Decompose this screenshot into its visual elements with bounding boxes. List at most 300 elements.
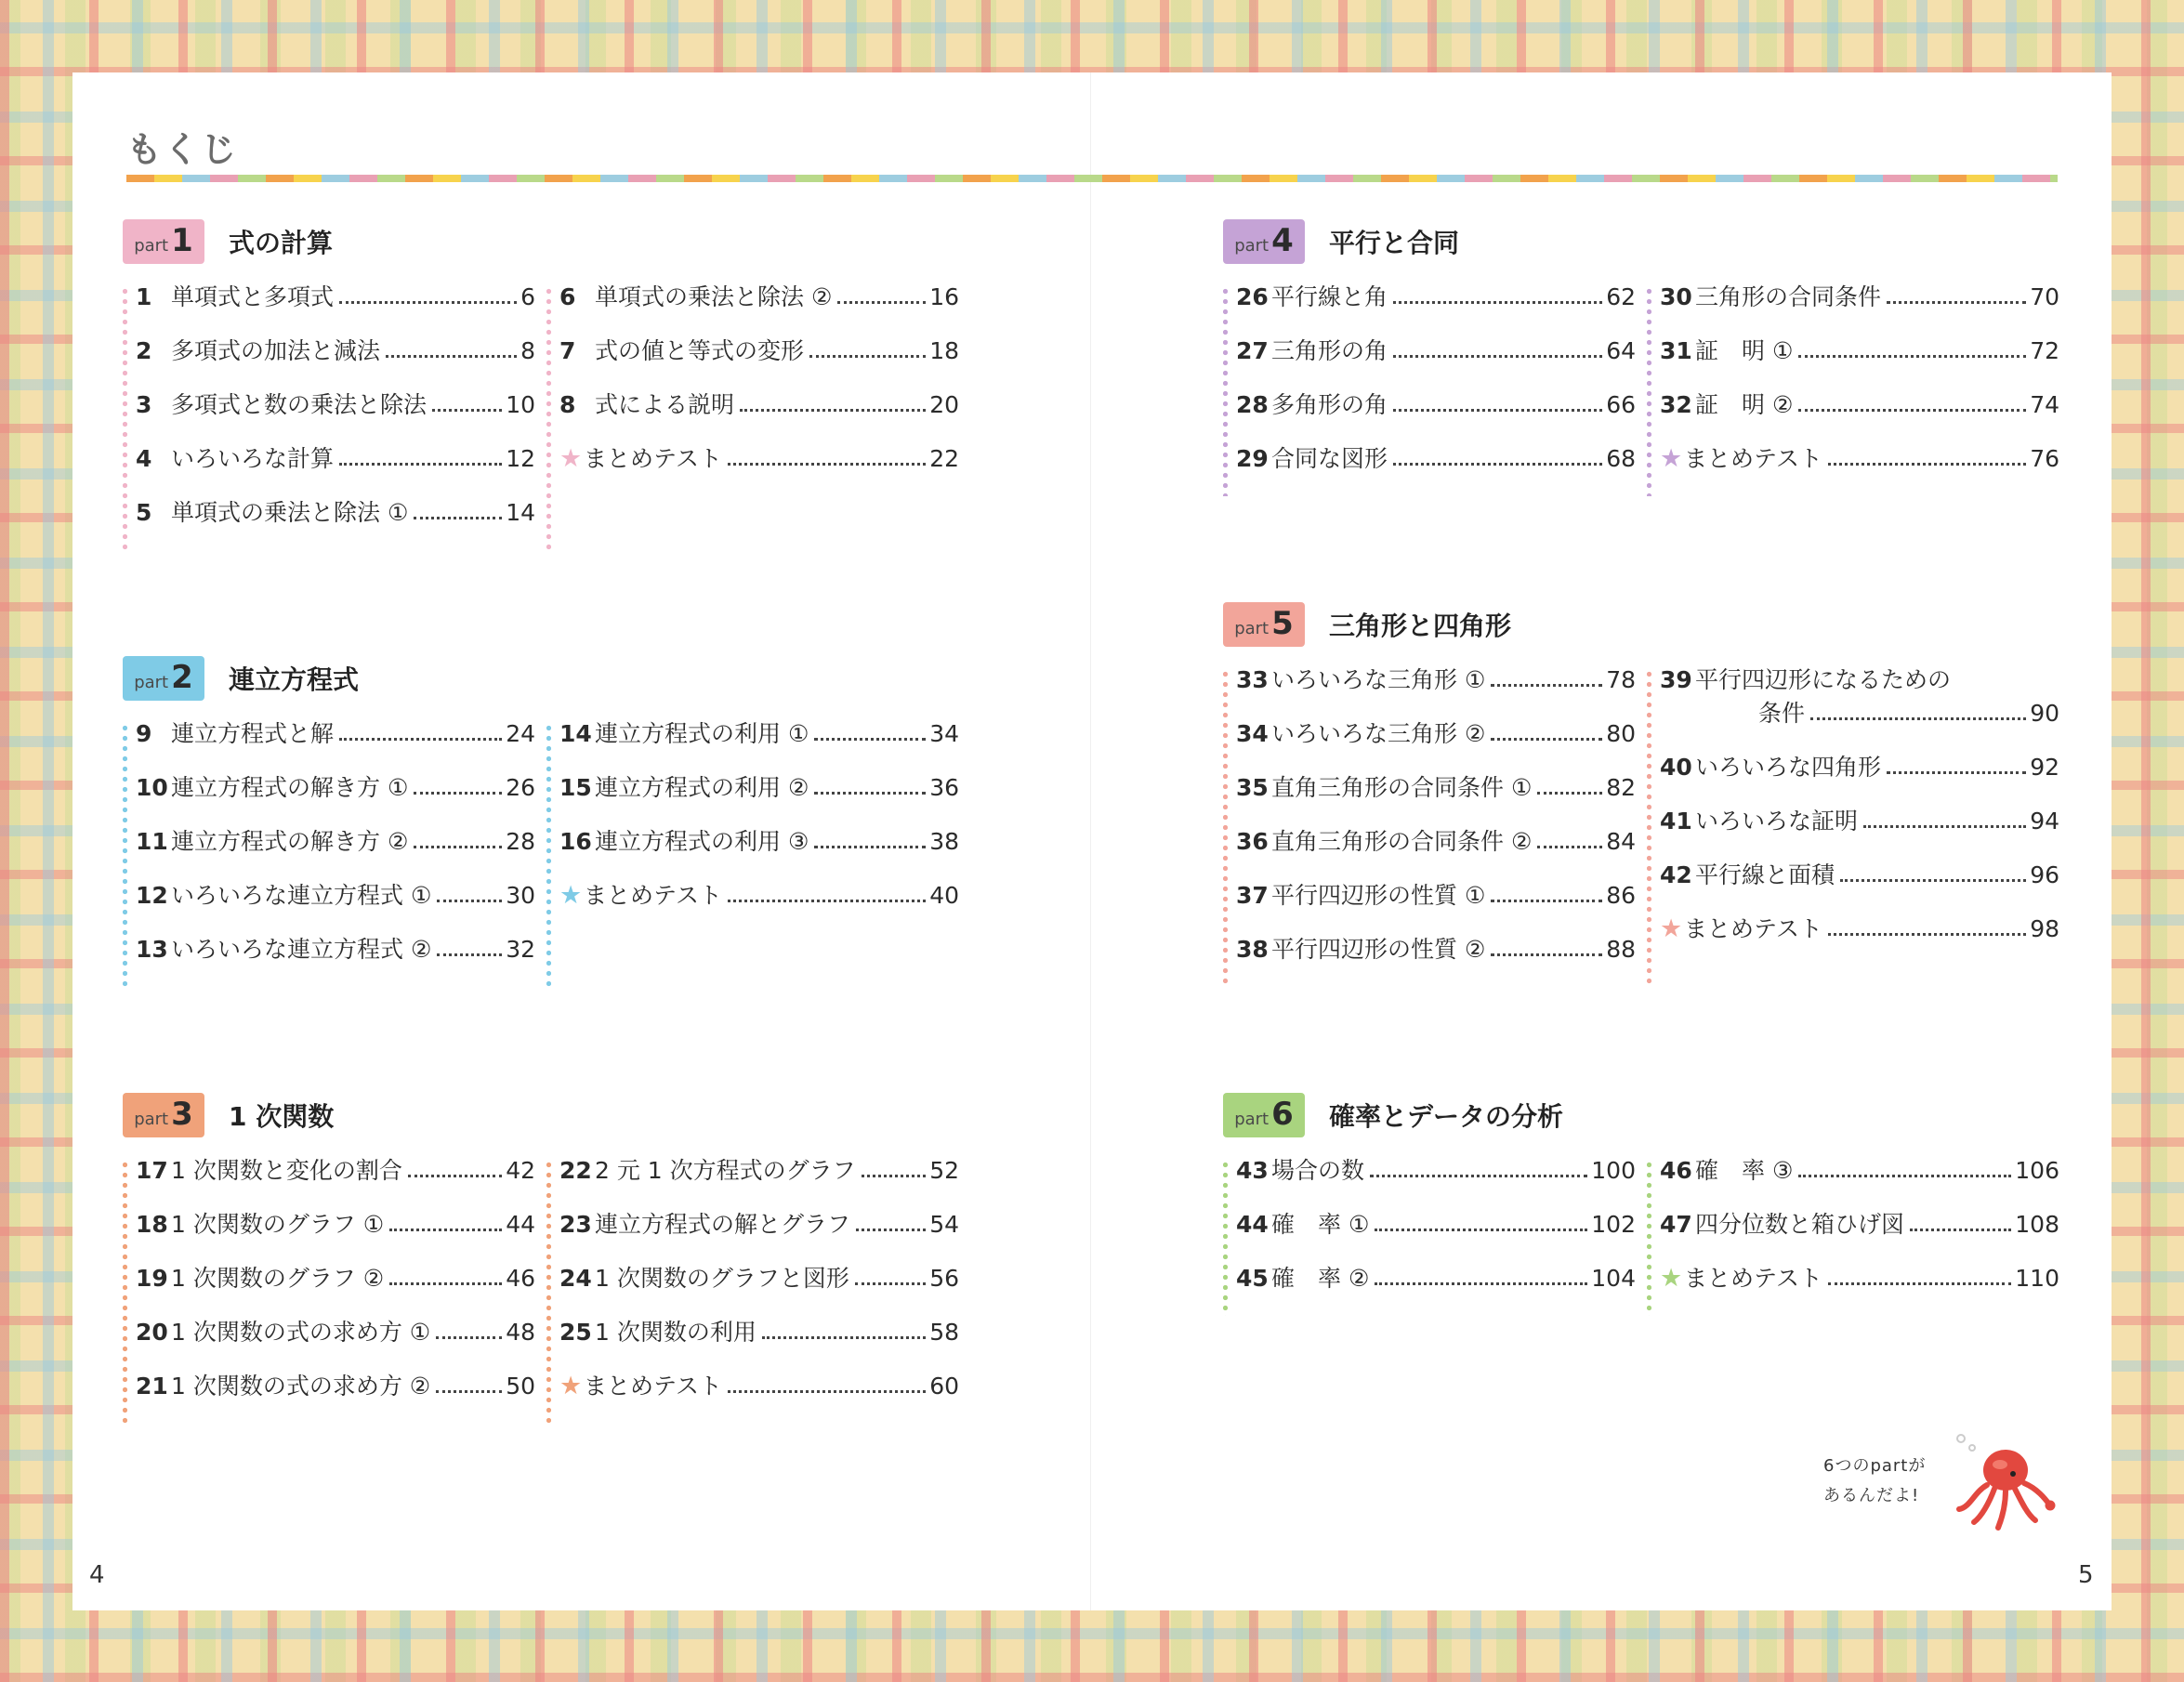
toc-entry-label: 連立方程式の解き方 ② — [171, 828, 409, 855]
toc-entry-number: 46 — [1660, 1157, 1692, 1184]
toc-entry[interactable] — [1236, 283, 1636, 336]
part-badge-number: 1 — [171, 222, 193, 259]
toc-entry-page: 44 — [506, 1211, 535, 1238]
toc-entry[interactable] — [136, 935, 535, 989]
part-title: 式の計算 — [229, 228, 334, 258]
toc-entry[interactable] — [136, 1210, 535, 1264]
toc-entry-number: 7 — [559, 337, 576, 364]
toc-entry-label: 証 明 ② — [1695, 391, 1794, 418]
dot-leader — [389, 1210, 502, 1231]
page-number-left: 4 — [89, 1561, 105, 1589]
toc-entry-number: 20 — [136, 1319, 168, 1346]
toc-entry[interactable] — [136, 444, 535, 498]
toc-entry-page: 94 — [2030, 808, 2059, 834]
toc-entry[interactable] — [1236, 881, 1636, 935]
toc-column — [1647, 665, 2059, 989]
toc-entry-label: 単項式と多項式 — [171, 283, 335, 310]
toc-entry[interactable] — [559, 1264, 959, 1318]
dot-leader — [1798, 1156, 2011, 1177]
toc-entry-page: 72 — [2030, 337, 2059, 364]
toc-entry-page: 42 — [506, 1157, 535, 1184]
toc-entry-number: 1 — [136, 283, 152, 310]
toc-entry-page: 76 — [2030, 445, 2059, 472]
toc-entry-label: いろいろな連立方程式 ① — [171, 882, 432, 909]
toc-entry-review-test[interactable] — [559, 444, 959, 498]
toc-entry-page: 32 — [506, 936, 535, 963]
toc-column — [123, 283, 535, 552]
dot-leader — [1491, 665, 1602, 687]
dot-leader — [1393, 390, 1602, 412]
toc-entry[interactable] — [1660, 1156, 2059, 1210]
dot-leader — [1393, 336, 1602, 358]
dot-leader — [1537, 773, 1602, 795]
toc-entry-label: 多項式の加法と減法 — [171, 337, 381, 364]
toc-entry-number: 25 — [559, 1319, 592, 1346]
dot-leader — [837, 283, 926, 304]
toc-entry-label: 多項式と数の乗法と除法 — [171, 391, 428, 418]
toc-entry[interactable] — [136, 390, 535, 444]
dot-leader — [1393, 444, 1602, 466]
star-icon: ★ — [1660, 1264, 1683, 1293]
toc-entry-number: 38 — [1236, 936, 1269, 963]
toc-entry[interactable] — [136, 336, 535, 390]
dot-leader — [1537, 827, 1602, 848]
dot-leader — [1910, 1210, 2011, 1231]
toc-entry-label: 連立方程式の利用 ① — [595, 720, 809, 747]
dot-leader — [386, 336, 517, 358]
toc-entry[interactable] — [559, 1156, 959, 1210]
part-badge-prefix: part — [134, 1110, 169, 1129]
toc-entry-number: 35 — [1236, 774, 1269, 801]
part-1-section — [123, 219, 959, 552]
toc-entry-page: 26 — [506, 774, 535, 801]
dot-leader — [856, 1210, 926, 1231]
toc-entry-page: 36 — [929, 774, 959, 801]
dot-leader — [414, 773, 502, 795]
toc-entry[interactable] — [1660, 390, 2059, 444]
toc-entry-label: 1 次関数の式の求め方 ① — [171, 1319, 431, 1346]
dot-leader — [1491, 719, 1602, 741]
toc-entry-page: 110 — [2015, 1265, 2059, 1292]
part-badge — [1223, 602, 1305, 647]
toc-entry-number: 36 — [1236, 828, 1269, 855]
dot-leader — [1840, 861, 2026, 882]
toc-entry-number: 30 — [1660, 283, 1692, 310]
part-badge-prefix: part — [1234, 236, 1270, 256]
toc-entry-page: 74 — [2030, 391, 2059, 418]
toc-entry-page: 50 — [506, 1373, 535, 1399]
toc-entry-label: 平行線と面積 — [1695, 861, 1835, 888]
toc-entry-page: 86 — [1606, 882, 1636, 909]
toc-entry-page: 100 — [1591, 1157, 1636, 1184]
toc-entry-page: 108 — [2015, 1211, 2059, 1238]
star-icon: ★ — [559, 1372, 583, 1400]
toc-entry[interactable] — [559, 827, 959, 881]
toc-entry[interactable] — [136, 498, 535, 552]
toc-entry-label: いろいろな三角形 ② — [1271, 720, 1486, 747]
toc-entry-page: 102 — [1591, 1211, 1636, 1238]
dot-leader — [339, 719, 502, 741]
toc-entry-label: 1 次関数のグラフ ② — [171, 1265, 385, 1292]
toc-entry-label: 連立方程式の利用 ③ — [595, 828, 809, 855]
toc-entry-page: 96 — [2030, 861, 2059, 888]
toc-column — [123, 719, 535, 989]
toc-entry-review-test[interactable] — [1660, 914, 2059, 968]
toc-entry-page: 52 — [929, 1157, 959, 1184]
toc-entry-page: 16 — [929, 283, 959, 310]
dot-leader — [1798, 390, 2026, 412]
toc-entry[interactable] — [559, 390, 959, 444]
dot-leader — [728, 444, 926, 466]
toc-entry-page: 48 — [506, 1319, 535, 1346]
toc-entry-number: 27 — [1236, 337, 1269, 364]
toc-entry[interactable] — [136, 1372, 535, 1426]
toc-entry-page: 40 — [929, 882, 959, 909]
toc-entry[interactable] — [559, 336, 959, 390]
toc-column — [1223, 665, 1636, 989]
toc-entry[interactable] — [1236, 827, 1636, 881]
toc-column — [546, 1156, 959, 1426]
toc-entry-number: 12 — [136, 882, 168, 909]
star-icon: ★ — [559, 444, 583, 473]
toc-entry[interactable] — [559, 719, 959, 773]
book-spread — [72, 72, 2112, 1610]
dot-leader — [437, 935, 502, 956]
part-badge-prefix: part — [134, 673, 169, 692]
part-badge — [123, 656, 204, 701]
mascot-note-line1: 6つのpartが — [1823, 1456, 1927, 1476]
toc-entry-label: いろいろな証明 — [1695, 808, 1859, 834]
part-title: 平行と合同 — [1329, 228, 1460, 258]
toc-entry-number: 45 — [1236, 1265, 1269, 1292]
dot-leader — [1798, 336, 2026, 358]
toc-entry-number: 28 — [1236, 391, 1269, 418]
dot-leader — [728, 881, 926, 902]
toc-entry-label: 直角三角形の合同条件 ① — [1271, 774, 1533, 801]
dot-leader — [1393, 283, 1602, 304]
part-header — [123, 1093, 959, 1137]
toc-entry[interactable] — [559, 283, 959, 336]
toc-entry-number: 40 — [1660, 754, 1692, 781]
dot-leader — [437, 881, 502, 902]
toc-entry-number: 33 — [1236, 666, 1269, 693]
part-badge — [1223, 1093, 1305, 1137]
toc-entry-label: 1 次関数の式の求め方 ② — [171, 1373, 431, 1399]
star-icon: ★ — [1660, 914, 1683, 943]
toc-entry-page: 46 — [506, 1265, 535, 1292]
toc-entry-label: いろいろな三角形 ① — [1271, 666, 1486, 693]
toc-entry-label: いろいろな計算 — [171, 445, 335, 472]
mascot-note-line2: あるんだよ! — [1823, 1486, 1920, 1505]
toc-entry-label: いろいろな四角形 — [1695, 754, 1882, 781]
toc-entry-page: 30 — [506, 882, 535, 909]
part-badge-prefix: part — [1234, 619, 1270, 638]
toc-entry[interactable] — [1236, 1156, 1636, 1210]
part-3-section — [123, 1093, 959, 1426]
part-header — [123, 219, 959, 264]
part-title: 三角形と四角形 — [1329, 611, 1512, 641]
toc-entry-page: 104 — [1591, 1265, 1636, 1292]
toc-entry-label: 三角形の合同条件 — [1695, 283, 1882, 310]
toc-entry-label: 証 明 ① — [1695, 337, 1794, 364]
part-header — [1223, 602, 2059, 647]
toc-entry-review-test[interactable] — [559, 1372, 959, 1426]
toc-entry-number: 47 — [1660, 1211, 1692, 1238]
toc-entry-label-continued: 条件 — [1758, 700, 1806, 727]
toc-entry[interactable] — [1236, 444, 1636, 498]
dot-leader — [414, 827, 502, 848]
toc-entry-number: 11 — [136, 828, 168, 855]
toc-entry-number: 44 — [1236, 1211, 1269, 1238]
dot-leader — [1375, 1264, 1587, 1285]
toc-entry[interactable] — [1660, 283, 2059, 336]
star-icon: ★ — [1660, 444, 1683, 473]
toc-entry-number: 24 — [559, 1265, 592, 1292]
toc-entry[interactable] — [1236, 1210, 1636, 1264]
toc-entry-label: 式による説明 — [595, 391, 735, 418]
toc-entry-page: 98 — [2030, 915, 2059, 942]
toc-entry-number: 3 — [136, 391, 152, 418]
toc-entry-number: 4 — [136, 445, 152, 472]
dot-leader — [762, 1318, 926, 1339]
toc-entry-number: 17 — [136, 1157, 168, 1184]
dot-leader — [855, 1264, 926, 1285]
toc-entry-page: 60 — [929, 1373, 959, 1399]
part-header — [123, 656, 959, 701]
toc-entry-number: 6 — [559, 283, 576, 310]
toc-entry-page: 10 — [506, 391, 535, 418]
dot-leader — [389, 1264, 502, 1285]
toc-entry-page: 58 — [929, 1319, 959, 1346]
dot-leader — [1491, 935, 1602, 956]
dot-leader — [408, 1156, 502, 1177]
toc-entry-page: 54 — [929, 1211, 959, 1238]
toc-entry-label: まとめテスト — [1684, 1265, 1823, 1292]
dot-leader — [862, 1156, 927, 1177]
dot-leader — [1828, 1264, 2011, 1285]
toc-entry[interactable] — [1660, 1210, 2059, 1264]
toc-entry-number: 26 — [1236, 283, 1269, 310]
toc-entry-number: 21 — [136, 1373, 168, 1399]
part-badge-prefix: part — [134, 236, 169, 256]
toc-entry-label: 合同な図形 — [1271, 445, 1388, 472]
toc-entry-label: 1 次関数のグラフ ① — [171, 1211, 385, 1238]
toc-column — [1647, 1156, 2059, 1318]
toc-entry-number: 5 — [136, 499, 152, 526]
toc-entry-page: 14 — [506, 499, 535, 526]
mascot-note — [1823, 1452, 1926, 1511]
toc-entry-page: 62 — [1606, 283, 1636, 310]
toc-entry-number: 37 — [1236, 882, 1269, 909]
toc-entry-number: 22 — [559, 1157, 592, 1184]
toc-entry[interactable] — [1660, 861, 2059, 914]
toc-entry-page: 64 — [1606, 337, 1636, 364]
toc-entry-page: 68 — [1606, 445, 1636, 472]
part-badge-number: 2 — [171, 659, 193, 696]
toc-entry-label: 平行四辺形になるための — [1695, 666, 1952, 693]
toc-entry-page: 20 — [929, 391, 959, 418]
toc-entry[interactable] — [1660, 665, 2059, 753]
toc-entry[interactable] — [1236, 935, 1636, 989]
toc-entry[interactable] — [1236, 390, 1636, 444]
toc-entry[interactable] — [136, 1156, 535, 1210]
toc-entry[interactable] — [1660, 753, 2059, 807]
part-2-section — [123, 656, 959, 989]
toc-entry-review-test[interactable] — [1660, 1264, 2059, 1318]
title-rule — [126, 175, 2058, 182]
part-header — [1223, 1093, 2059, 1137]
toc-entry-page: 18 — [929, 337, 959, 364]
toc-entry-label: 多角形の角 — [1271, 391, 1388, 418]
toc-entry-label: 確 率 ① — [1271, 1211, 1370, 1238]
part-badge — [123, 1093, 204, 1137]
toc-entry[interactable] — [1236, 1264, 1636, 1318]
toc-entry-review-test[interactable] — [1660, 444, 2059, 498]
toc-column — [1223, 1156, 1636, 1318]
dot-leader — [1887, 753, 2026, 774]
part-badge-number: 5 — [1271, 605, 1294, 642]
toc-entry-label: 直角三角形の合同条件 ② — [1271, 828, 1533, 855]
toc-column — [546, 719, 959, 989]
toc-entry-label: 連立方程式の解き方 ① — [171, 774, 409, 801]
toc-entry-label: 連立方程式の利用 ② — [595, 774, 809, 801]
toc-entry-number: 13 — [136, 936, 168, 963]
dot-leader — [1828, 914, 2026, 936]
part-title: 1 次関数 — [229, 1101, 335, 1132]
toc-entry[interactable] — [136, 881, 535, 935]
toc-entry-page: 24 — [506, 720, 535, 747]
toc-entry[interactable] — [136, 1318, 535, 1372]
toc-entry-number: 41 — [1660, 808, 1692, 834]
dot-leader — [1370, 1156, 1587, 1177]
star-icon: ★ — [559, 881, 583, 910]
dot-leader — [814, 827, 926, 848]
dot-leader — [1491, 881, 1602, 902]
toc-entry-label: まとめテスト — [584, 882, 723, 909]
dot-leader — [1375, 1210, 1587, 1231]
toc-entry[interactable] — [136, 283, 535, 336]
toc-entry-label: 連立方程式と解 — [171, 720, 335, 747]
toc-entry-number: 31 — [1660, 337, 1692, 364]
toc-entry-page: 78 — [1606, 666, 1636, 693]
toc-entry-number: 8 — [559, 391, 576, 418]
toc-column — [1647, 283, 2059, 498]
toc-entry-label: 平行四辺形の性質 ① — [1271, 882, 1486, 909]
toc-entry[interactable] — [559, 773, 959, 827]
toc-entry-page: 22 — [929, 445, 959, 472]
toc-column — [546, 283, 959, 552]
toc-entry-label: 単項式の乗法と除法 ① — [171, 499, 409, 526]
toc-entry-number: 32 — [1660, 391, 1692, 418]
toc-entry-number: 34 — [1236, 720, 1269, 747]
toc-entry-number: 18 — [136, 1211, 168, 1238]
toc-entry-label: 1 次関数と変化の割合 — [171, 1157, 402, 1184]
toc-entry-page: 82 — [1606, 774, 1636, 801]
part-badge — [1223, 219, 1305, 264]
toc-entry-number: 16 — [559, 828, 592, 855]
toc-entry-page: 66 — [1606, 391, 1636, 418]
dot-leader — [728, 1372, 926, 1393]
toc-entry-number: 9 — [136, 720, 152, 747]
page-gutter — [1090, 72, 1091, 1610]
part-title: 確率とデータの分析 — [1329, 1101, 1564, 1132]
dot-leader — [436, 1372, 502, 1393]
toc-column — [123, 1156, 535, 1426]
dot-leader — [339, 444, 502, 466]
dot-leader — [414, 498, 502, 519]
toc-entry-label: いろいろな連立方程式 ② — [171, 936, 432, 963]
page-number-right: 5 — [2078, 1561, 2094, 1589]
toc-entry-page: 84 — [1606, 828, 1636, 855]
toc-entry-page: 38 — [929, 828, 959, 855]
toc-entry-label: 2 元 1 次方程式のグラフ — [595, 1157, 856, 1184]
toc-entry-label: 確 率 ③ — [1695, 1157, 1794, 1184]
toc-entry-number: 43 — [1236, 1157, 1269, 1184]
toc-entry-number: 19 — [136, 1265, 168, 1292]
dot-leader — [740, 390, 926, 412]
dot-leader — [1828, 444, 2026, 466]
toc-entry-number: 39 — [1660, 666, 1692, 693]
toc-entry-label: 平行線と角 — [1271, 283, 1388, 310]
part-badge-prefix: part — [1234, 1110, 1270, 1129]
toc-entry-label: 連立方程式の解とグラフ — [595, 1211, 851, 1238]
toc-entry-label: まとめテスト — [1684, 445, 1823, 472]
part-4-section — [1223, 219, 2059, 498]
toc-entry[interactable] — [559, 1318, 959, 1372]
part-header — [1223, 219, 2059, 264]
toc-entry-label: まとめテスト — [584, 1373, 723, 1399]
toc-entry[interactable] — [1236, 773, 1636, 827]
toc-entry-label: 確 率 ② — [1271, 1265, 1370, 1292]
dot-leader — [1863, 807, 2026, 828]
toc-entry[interactable] — [1236, 336, 1636, 390]
toc-entry-page: 12 — [506, 445, 535, 472]
octopus-mascot-icon — [1954, 1431, 2056, 1533]
toc-entry-number: 14 — [559, 720, 592, 747]
toc-entry[interactable] — [136, 1264, 535, 1318]
dot-leader — [432, 390, 502, 412]
toc-entry[interactable] — [1236, 665, 1636, 719]
toc-entry[interactable] — [1236, 719, 1636, 773]
toc-entry-page: 28 — [506, 828, 535, 855]
dot-leader — [1887, 283, 2026, 304]
toc-entry-page: 8 — [520, 337, 535, 364]
toc-entry-label: 三角形の角 — [1271, 337, 1388, 364]
toc-entry-review-test[interactable] — [559, 881, 959, 935]
toc-entry[interactable] — [136, 773, 535, 827]
dot-leader — [814, 773, 926, 795]
dot-leader — [1810, 699, 2026, 720]
toc-entry-page: 6 — [520, 283, 535, 310]
toc-entry-number: 15 — [559, 774, 592, 801]
part-title: 連立方程式 — [229, 664, 360, 695]
toc-entry-label: 式の値と等式の変形 — [595, 337, 805, 364]
part-5-section — [1223, 602, 2059, 989]
toc-entry-label: 場合の数 — [1271, 1157, 1365, 1184]
toc-entry-label: 1 次関数の利用 — [595, 1319, 757, 1346]
toc-entry[interactable] — [1660, 336, 2059, 390]
toc-entry[interactable] — [559, 1210, 959, 1264]
toc-entry-number: 2 — [136, 337, 152, 364]
toc-entry[interactable] — [136, 719, 535, 773]
toc-entry-label: 1 次関数のグラフと図形 — [595, 1265, 849, 1292]
toc-entry-label: まとめテスト — [1684, 915, 1823, 942]
toc-entry[interactable] — [1660, 807, 2059, 861]
toc-entry-page: 88 — [1606, 936, 1636, 963]
toc-entry[interactable] — [136, 827, 535, 881]
toc-entry-label: まとめテスト — [584, 445, 723, 472]
toc-entry-page: 34 — [929, 720, 959, 747]
